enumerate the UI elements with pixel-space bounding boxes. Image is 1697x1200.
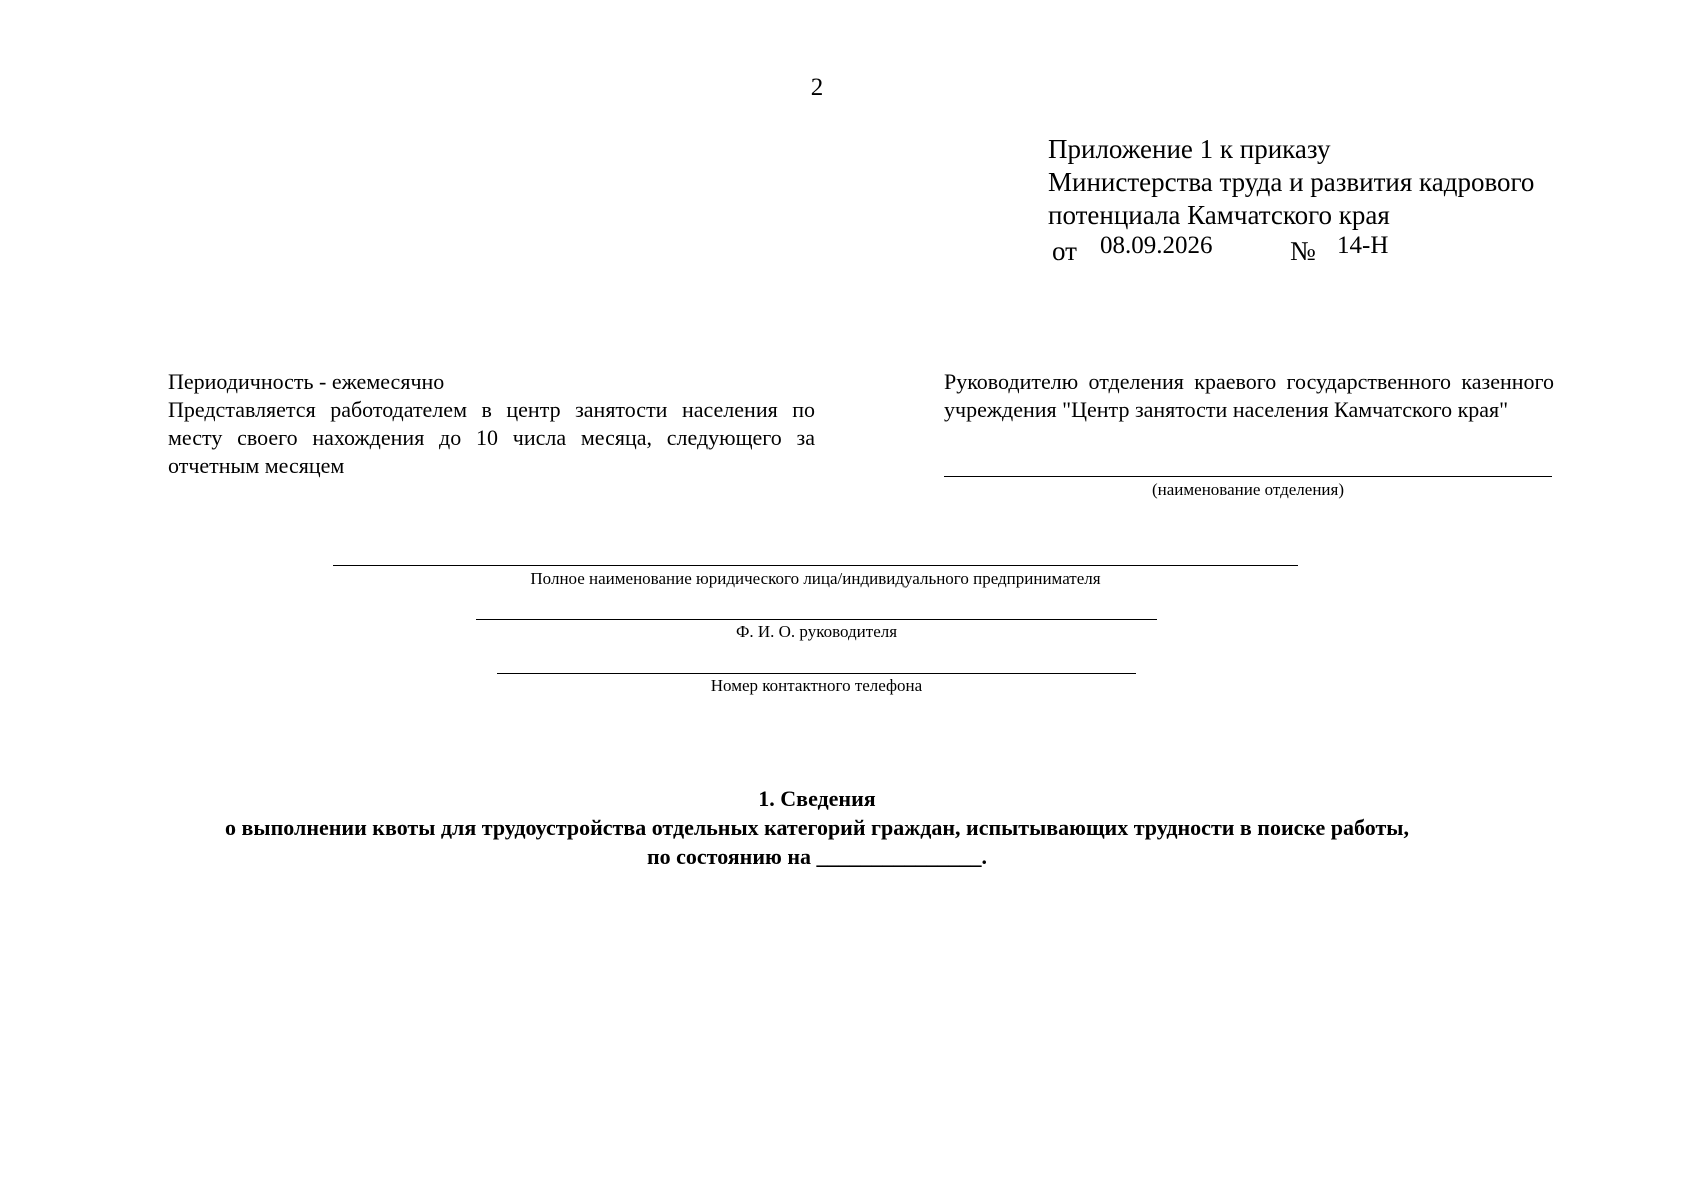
appendix-header bbox=[1048, 133, 1534, 232]
periodicity-line: Периодичность - ежемесячно bbox=[168, 369, 445, 394]
appendix-line-1: Приложение 1 к приказу bbox=[1048, 134, 1331, 164]
phone-caption: Номер контактного телефона bbox=[710, 676, 923, 695]
addressee-block bbox=[944, 368, 1554, 424]
page-number: 2 bbox=[810, 74, 824, 101]
org-name-caption: Полное наименование юридического лица/индивидуального предпринимателя bbox=[530, 569, 1101, 588]
department-name-caption: (наименование отделения) bbox=[1151, 480, 1345, 499]
order-date: 08.09.2026 bbox=[1100, 232, 1213, 259]
section-title bbox=[0, 784, 1634, 871]
title-line-1: 1. Сведения bbox=[758, 786, 876, 811]
submission-text: Представляется работодателем в центр занятости населения по месту своего нахождения до 10 числа месяца, следующего за отчетным месяцем bbox=[168, 397, 815, 478]
appendix-line-2: Министерства труда и развития кадрового bbox=[1048, 167, 1535, 197]
order-number: 14-Н bbox=[1337, 232, 1389, 259]
periodicity-block bbox=[168, 368, 815, 480]
title-line-2: о выполнении квоты для трудоустройства отдельных категорий граждан, испытывающих трудности в поиске работы, bbox=[225, 815, 1409, 840]
head-name-line bbox=[476, 619, 1157, 620]
addressee-text: Руководителю отделения краевого государственного казенного учреждения "Центр занятости населения Камчатского края" bbox=[944, 369, 1554, 422]
phone-line bbox=[497, 673, 1136, 674]
number-sign: № bbox=[1290, 236, 1316, 266]
org-name-line bbox=[333, 565, 1298, 566]
appendix-line-3: потенциала Камчатского края bbox=[1048, 200, 1390, 230]
date-prefix: от bbox=[1052, 236, 1077, 266]
title-line-3: по состоянию на _______________. bbox=[646, 844, 988, 869]
department-name-line bbox=[944, 476, 1552, 477]
head-name-caption: Ф. И. О. руководителя bbox=[735, 622, 898, 641]
